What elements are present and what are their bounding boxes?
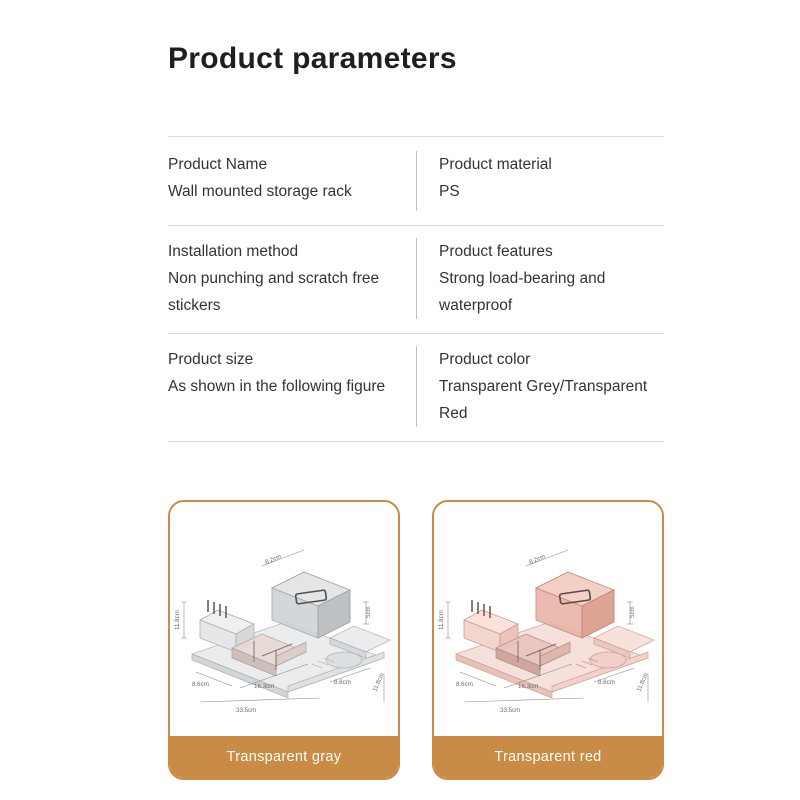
spec-value: Strong load-bearing and waterproof: [439, 270, 606, 314]
specification-table: [168, 136, 664, 442]
dim-front-bottom: 33.5cm: [236, 707, 257, 714]
dim-front-left: 8.6cm: [456, 681, 473, 688]
spec-label: Product features: [439, 243, 553, 260]
table-row: [168, 136, 664, 226]
page-title: Product parameters: [168, 42, 457, 75]
dim-side-right: 11.8cm: [635, 671, 650, 693]
dim-right-height: 5cm: [365, 606, 372, 618]
spec-cell-product-features: [416, 238, 664, 319]
spec-value: As shown in the following figure: [168, 378, 386, 395]
spec-cell-installation-method: [168, 238, 416, 319]
dim-front-left: 8.6cm: [192, 681, 209, 688]
storage-rack-illustration-red: [434, 502, 662, 740]
product-card-gray[interactable]: [168, 500, 400, 780]
spec-value: PS: [439, 183, 460, 200]
product-image-gray: [170, 502, 398, 740]
table-row: [168, 226, 664, 334]
dim-top-depth: 8.2cm: [264, 553, 283, 566]
product-card-red[interactable]: [432, 500, 664, 780]
spec-cell-product-size: [168, 346, 416, 427]
dim-right-height: 5cm: [629, 606, 636, 618]
spec-value: Transparent Grey/Transparent Red: [439, 378, 648, 422]
spec-label: Product material: [439, 156, 552, 173]
product-image-red: [434, 502, 662, 740]
table-row: [168, 334, 664, 442]
spec-value: Wall mounted storage rack: [168, 183, 352, 200]
dim-front-right: 8.6cm: [598, 679, 615, 686]
spec-cell-product-color: [416, 346, 664, 427]
dim-front-bottom: 33.5cm: [500, 707, 521, 714]
spec-label: Product color: [439, 351, 531, 368]
dim-front-mid: 16.3cm: [518, 683, 539, 690]
spec-label: Product Name: [168, 156, 268, 173]
dim-side-right: 11.8cm: [371, 671, 386, 693]
dim-front-right: 8.6cm: [334, 679, 351, 686]
dim-top-depth: 8.2cm: [528, 553, 547, 566]
spec-cell-product-name: [168, 151, 416, 211]
spec-cell-product-material: [416, 151, 664, 211]
spec-label: Installation method: [168, 243, 299, 260]
dim-left-height: 11.8cm: [174, 610, 181, 630]
dim-front-mid: 16.3cm: [254, 683, 275, 690]
storage-rack-illustration-gray: [170, 502, 398, 740]
product-card-caption: Transparent gray: [170, 736, 398, 778]
dim-left-height: 11.8cm: [438, 610, 445, 630]
spec-value: Non punching and scratch free stickers: [168, 270, 380, 314]
product-gallery: [168, 500, 664, 780]
product-card-caption: Transparent red: [434, 736, 662, 778]
spec-label: Product size: [168, 351, 254, 368]
